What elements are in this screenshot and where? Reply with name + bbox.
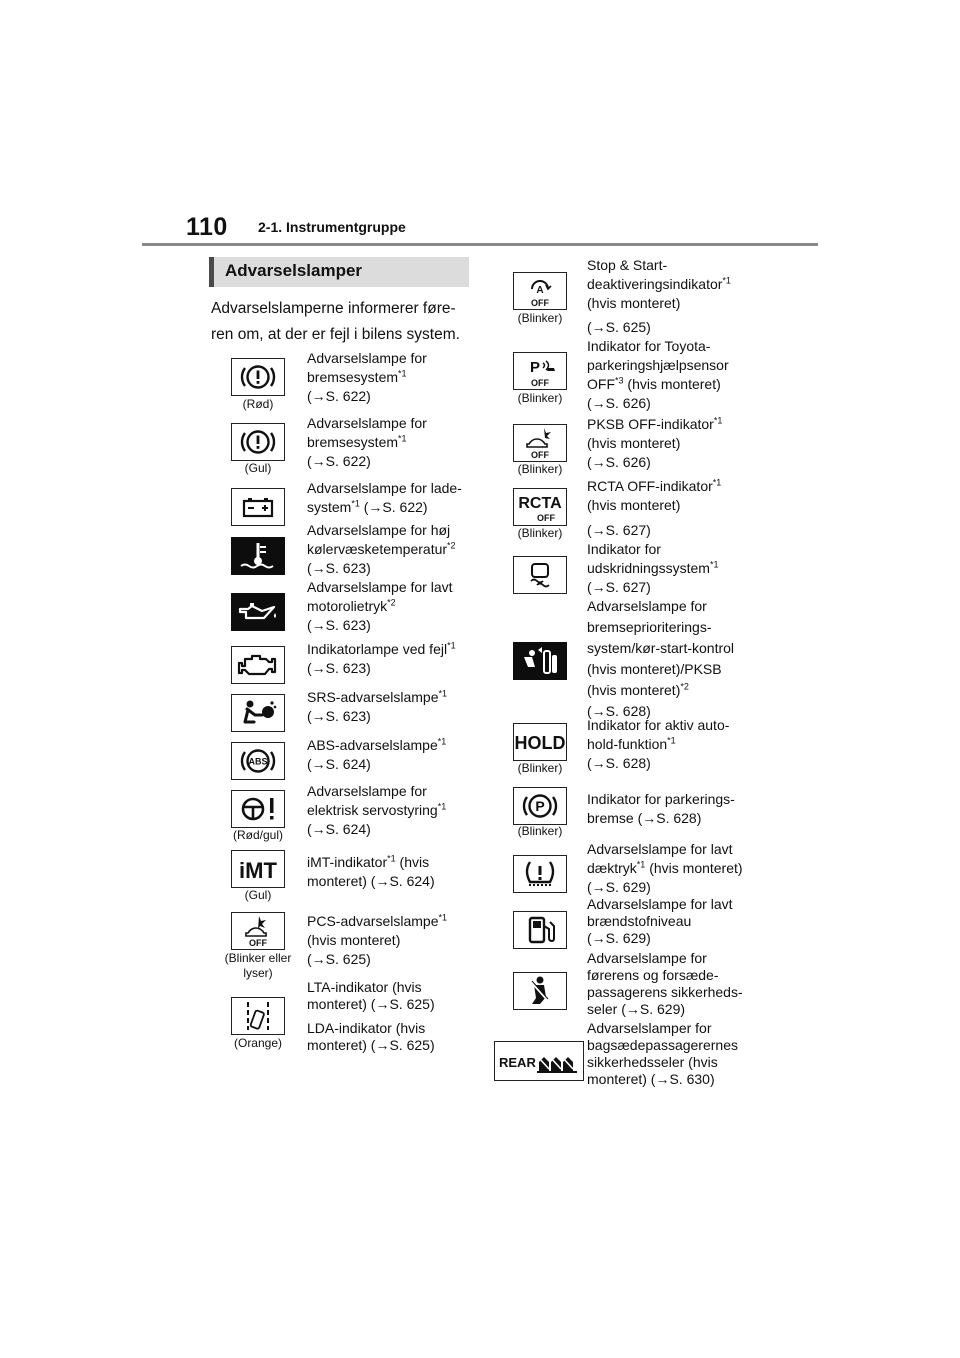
- desc-line: (→S. 624): [307, 756, 371, 772]
- desc-line: (→S. 623): [307, 617, 371, 633]
- desc-line: parkeringshjælpsensor: [587, 357, 729, 373]
- rear-text: REAR: [499, 1055, 536, 1070]
- intro-line: ren om, at der er fejl i bilens system.: [211, 326, 460, 343]
- airbag-srs-icon: [231, 694, 285, 732]
- rear-seatbelt-icon: [494, 1041, 584, 1081]
- desc-line: seler (→S. 629): [587, 1001, 686, 1017]
- desc-line: (→S. 626): [587, 395, 651, 411]
- desc-line: dæktryk$^{*1}$ (hvis monteret): [587, 859, 743, 876]
- desc-line: bremsesystem$^{*1}$: [307, 368, 407, 385]
- lamp-description: [307, 1020, 435, 1054]
- coolant-temperature-icon: [231, 537, 285, 575]
- desc-line: motorolietryk$^{*2}$: [307, 597, 396, 614]
- lamp-description: [587, 337, 729, 413]
- desc-line: SRS-advarselslampe$^{*1}$: [307, 688, 448, 705]
- desc-line: (hvis monteret): [587, 295, 681, 311]
- desc-line: Advarselslampe for lavt: [307, 579, 453, 595]
- icon-caption: (Blinker): [517, 761, 563, 775]
- icon-caption: (Blinker): [517, 824, 563, 838]
- p-text: P: [529, 359, 541, 376]
- desc-line: Stop & Start-: [587, 257, 668, 273]
- lamp-description: [587, 256, 731, 313]
- desc-line: (→S. 628): [587, 703, 651, 719]
- icon-caption: (Orange): [233, 1036, 283, 1050]
- icon-caption: (Blinker): [517, 391, 563, 405]
- icon-caption: (Blinker): [517, 462, 563, 476]
- intro-line: Advarselslamperne informerer føre-: [211, 300, 456, 317]
- desc-line: brændstofniveau: [587, 913, 692, 929]
- desc-line: (→S. 624): [307, 821, 371, 837]
- pksb-off-icon: [513, 424, 567, 462]
- icon-caption: (Gul): [244, 461, 272, 475]
- page-number: 110: [186, 213, 228, 241]
- desc-line: Indikator for Toyota-: [587, 338, 711, 354]
- brake-warning-yellow-icon: [231, 423, 285, 461]
- tire-pressure-icon: [513, 855, 567, 893]
- off-text: OFF: [531, 298, 549, 308]
- lamp-description: [307, 479, 462, 517]
- imt-text: iMT: [239, 858, 277, 883]
- icon-caption: (Rød): [242, 397, 274, 411]
- desc-line: (→S. 625): [307, 951, 371, 967]
- lamp-description: [307, 853, 435, 891]
- desc-line: RCTA OFF-indikator$^{*1}$: [587, 477, 722, 494]
- desc-line: Advarselslampe for: [307, 350, 427, 366]
- desc-line: (→S. 622): [307, 453, 371, 469]
- desc-line: monteret) (→S. 625): [307, 996, 435, 1012]
- desc-line: sikkerhedsseler (hvis: [587, 1054, 718, 1070]
- off-text: OFF: [531, 378, 549, 388]
- desc-line: Advarselslampe for: [587, 598, 707, 614]
- imt-icon: [231, 850, 285, 888]
- heading-text: Advarselslamper: [225, 261, 363, 280]
- p-text: P: [535, 798, 545, 814]
- lamp-description: [307, 782, 446, 839]
- lamp-description: [587, 896, 733, 947]
- desc-line: deaktiveringsindikator$^{*1}$: [587, 275, 731, 292]
- lamp-description: [587, 521, 651, 540]
- desc-line: system/kør-start-kontrol: [587, 640, 735, 656]
- desc-line: Indikator for: [587, 541, 661, 557]
- lane-trace-icon: [231, 997, 285, 1035]
- icon-caption: (Blinker eller lyser): [224, 951, 292, 980]
- desc-line: (→S. 623): [307, 708, 371, 724]
- desc-line: (→S. 623): [307, 560, 371, 576]
- desc-line: (→S. 629): [587, 930, 651, 946]
- desc-line: system$^{*1}$ (→S. 622): [307, 498, 428, 515]
- desc-line: OFF$^{*3}$ (hvis monteret): [587, 375, 721, 392]
- rcta-text: RCTA: [518, 495, 562, 512]
- check-engine-icon: [231, 646, 285, 684]
- desc-line: monteret) (→S. 625): [307, 1037, 435, 1053]
- lamp-description: [587, 540, 718, 597]
- desc-line: Advarselslampe for: [587, 950, 707, 966]
- desc-line: (→S. 627): [587, 579, 651, 595]
- desc-line: Indikatorlampe ved fejl$^{*1}$: [307, 640, 456, 657]
- parking-brake-icon: [513, 787, 567, 825]
- stop-start-off-icon: [513, 272, 567, 310]
- desc-line: PCS-advarselslampe$^{*1}$: [307, 912, 448, 929]
- power-steering-icon: [231, 790, 285, 828]
- parking-sensor-off-icon: [513, 352, 567, 390]
- lamp-description: [587, 790, 735, 828]
- desc-line: (hvis monteret): [587, 435, 681, 451]
- desc-line: (→S. 625): [587, 319, 651, 335]
- desc-line: monteret) (→S. 630): [587, 1071, 715, 1087]
- seatbelt-icon: [513, 972, 567, 1010]
- oil-pressure-icon: [231, 593, 285, 631]
- desc-line: (→S. 626): [587, 454, 651, 470]
- desc-line: Advarselslampe for høj: [307, 522, 451, 538]
- desc-line: monteret) (→S. 624): [307, 873, 435, 889]
- lamp-description: [307, 912, 447, 969]
- desc-line: (→S. 623): [307, 660, 371, 676]
- lamp-description: [307, 688, 447, 726]
- lamp-description: [307, 640, 456, 678]
- desc-line: bremseprioriterings-: [587, 619, 712, 635]
- icon-caption: (Blinker): [517, 311, 563, 325]
- lamp-description: [587, 415, 722, 472]
- desc-line: hold-funktion$^{*1}$: [587, 735, 676, 752]
- desc-line: passagerens sikkerheds-: [587, 984, 743, 1000]
- fuel-icon: [513, 911, 567, 949]
- lamp-description: [587, 716, 729, 773]
- hold-text: HOLD: [515, 733, 565, 753]
- desc-line: Advarselslampe for lade-: [307, 480, 462, 496]
- desc-line: Indikator for parkerings-: [587, 791, 735, 807]
- pcs-off-icon: [231, 912, 285, 950]
- desc-line: Advarselslamper for: [587, 1020, 712, 1036]
- icon-caption: (Blinker): [517, 526, 563, 540]
- desc-line: (hvis monteret)/PKSB: [587, 661, 722, 677]
- desc-line: Advarselslampe for: [307, 783, 427, 799]
- desc-line: ABS-advarselslampe$^{*1}$: [307, 736, 447, 753]
- brake-warning-red-icon: [231, 358, 285, 396]
- desc-line: bremsesystem$^{*1}$: [307, 433, 407, 450]
- lamp-description: [307, 414, 427, 471]
- off-text: OFF: [537, 513, 555, 523]
- lamp-description: [307, 979, 435, 1013]
- desc-line: Advarselslampe for: [307, 415, 427, 431]
- desc-line: iMT-indikator$^{*1}$ (hvis: [307, 853, 430, 870]
- desc-line: kølervæsketemperatur$^{*2}$: [307, 540, 456, 557]
- desc-line: (→S. 628): [587, 755, 651, 771]
- lamp-description: [587, 318, 651, 337]
- desc-line: LDA-indikator (hvis: [307, 1020, 426, 1036]
- lamp-description: [587, 597, 734, 721]
- desc-line: (→S. 622): [307, 388, 371, 404]
- desc-line: (hvis monteret): [587, 497, 681, 513]
- desc-line: Advarselslampe for lavt: [587, 896, 733, 912]
- lamp-description: [587, 1020, 738, 1088]
- section-heading: [209, 257, 469, 287]
- desc-line: (hvis monteret): [307, 932, 401, 948]
- desc-line: LTA-indikator (hvis: [307, 979, 422, 995]
- desc-line: PKSB OFF-indikator$^{*1}$: [587, 415, 723, 432]
- desc-line: førerens og forsæde-: [587, 967, 719, 983]
- desc-line: (→S. 627): [587, 522, 651, 538]
- section-title: 2-1. Instrumentgruppe: [258, 219, 406, 235]
- slip-indicator-icon: [513, 556, 567, 594]
- lamp-description: [307, 578, 453, 635]
- desc-line: elektrisk servostyring$^{*1}$: [307, 801, 447, 818]
- rcta-off-icon: [513, 488, 567, 526]
- brake-override-icon: [513, 642, 567, 680]
- icon-caption: (Rød/gul): [232, 828, 283, 842]
- desc-line: Indikator for aktiv auto-: [587, 717, 730, 733]
- lamp-description: [587, 477, 721, 515]
- off-text: OFF: [531, 450, 549, 460]
- desc-line: udskridningssystem$^{*1}$: [587, 559, 719, 576]
- desc-line: bremse (→S. 628): [587, 810, 702, 826]
- lamp-description: [307, 521, 456, 578]
- desc-line: (hvis monteret)$^{*2}$: [587, 681, 689, 698]
- desc-line: (→S. 629): [587, 879, 651, 895]
- desc-line: Advarselslampe for lavt: [587, 841, 733, 857]
- pcs-off-text: OFF: [249, 938, 267, 948]
- battery-icon: [231, 488, 285, 526]
- desc-line: bagsædepassagerernes: [587, 1037, 738, 1053]
- lamp-description: [587, 950, 743, 1018]
- abs-icon: [231, 742, 285, 780]
- svg-text:A: A: [536, 285, 544, 296]
- auto-hold-icon: [513, 723, 567, 761]
- lamp-description: [587, 840, 743, 897]
- intro-paragraph: [211, 296, 481, 348]
- header-rule: [142, 243, 818, 246]
- lamp-description: [307, 736, 446, 774]
- lamp-description: [307, 349, 427, 406]
- icon-caption: (Gul): [244, 888, 272, 902]
- abs-text: ABS: [248, 756, 268, 767]
